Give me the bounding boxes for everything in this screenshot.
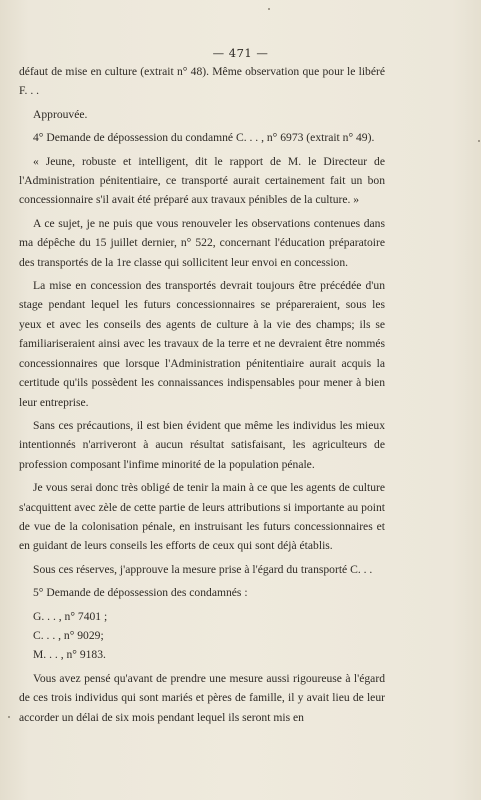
paragraph: 4° Demande de dépossession du condamné C. . . , n° 6973 (extrait n° 49). [33, 131, 375, 145]
convict-list [19, 607, 385, 665]
paragraph: « Jeune, robuste et intelligent, dit le rapport de M. le Directeur de l'Administration pénitentiaire, ce transporté aurait certainement fait un bon concessionnaire s'il avait été préparé aux travaux pénibles de la culture. » [19, 154, 385, 207]
paragraph: A ce sujet, je ne puis que vous renouveler les observations contenues dans ma dépêche du 15 juillet dernier, n° 522, concernant l'éducation préparatoire des transportés de la 1re classe qui sollicitent leur envoi en concession. [19, 216, 385, 269]
paper-speck [478, 140, 480, 142]
list-item: M. . . , n° 9183. [33, 648, 106, 662]
paper-speck [8, 716, 10, 718]
paragraph: Sans ces précautions, il est bien évident que même les individus les mieux intentionnés n'arriveront à aucun résultat satisfaisant, les agriculteurs de profession composant l'infime minorité de la population pénale. [19, 418, 385, 471]
paragraph: Sous ces réserves, j'approuve la mesure prise à l'égard du transporté C. . . [33, 562, 373, 576]
paragraph: Vous avez pensé qu'avant de prendre une mesure aussi rigoureuse à l'égard de ces trois individus qui sont mariés et pères de famille, il y avait lieu de leur accorder un délai de six mois pendant lequel ils seront mis en [19, 671, 385, 724]
list-item: G. . . , n° 7401 ; [33, 609, 108, 623]
paragraph: La mise en concession des transportés devrait toujours être précédée d'un stage pendant lequel les futurs concessionnaires se prépareraient, sous les yeux et avec les conseils des agents de culture à la vie des champs; ils se familiariseraient ainsi avec les travaux de la terre et ne devraient être nommés concessionnaires que lorsque l'Administration pénitentiaire aurait acquis la certitude qu'ils possèdent les connaissances indispensables pour mener à bien leur entreprise. [19, 279, 385, 409]
paragraph: défaut de mise en culture (extrait n° 48). Même observation que pour le libéré F. . . [19, 65, 385, 98]
paragraph: Approuvée. [33, 107, 88, 121]
paragraph: 5° Demande de dépossession des condamnés : [33, 586, 248, 600]
paragraph: Je vous serai donc très obligé de tenir la main à ce que les agents de culture s'acquittent avec zèle de cette partie de leurs attributions si importante au point de vue de la colonisation pénale, en instruisant les futurs concessionnaires et en guidant de leurs conseils les efforts de ceux qui sont déjà établis. [19, 481, 385, 553]
body-text [19, 62, 385, 731]
paper-speck [268, 8, 270, 10]
page-number-header: — 471 — [212, 46, 269, 60]
list-item: C. . . , n° 9029; [33, 628, 104, 642]
